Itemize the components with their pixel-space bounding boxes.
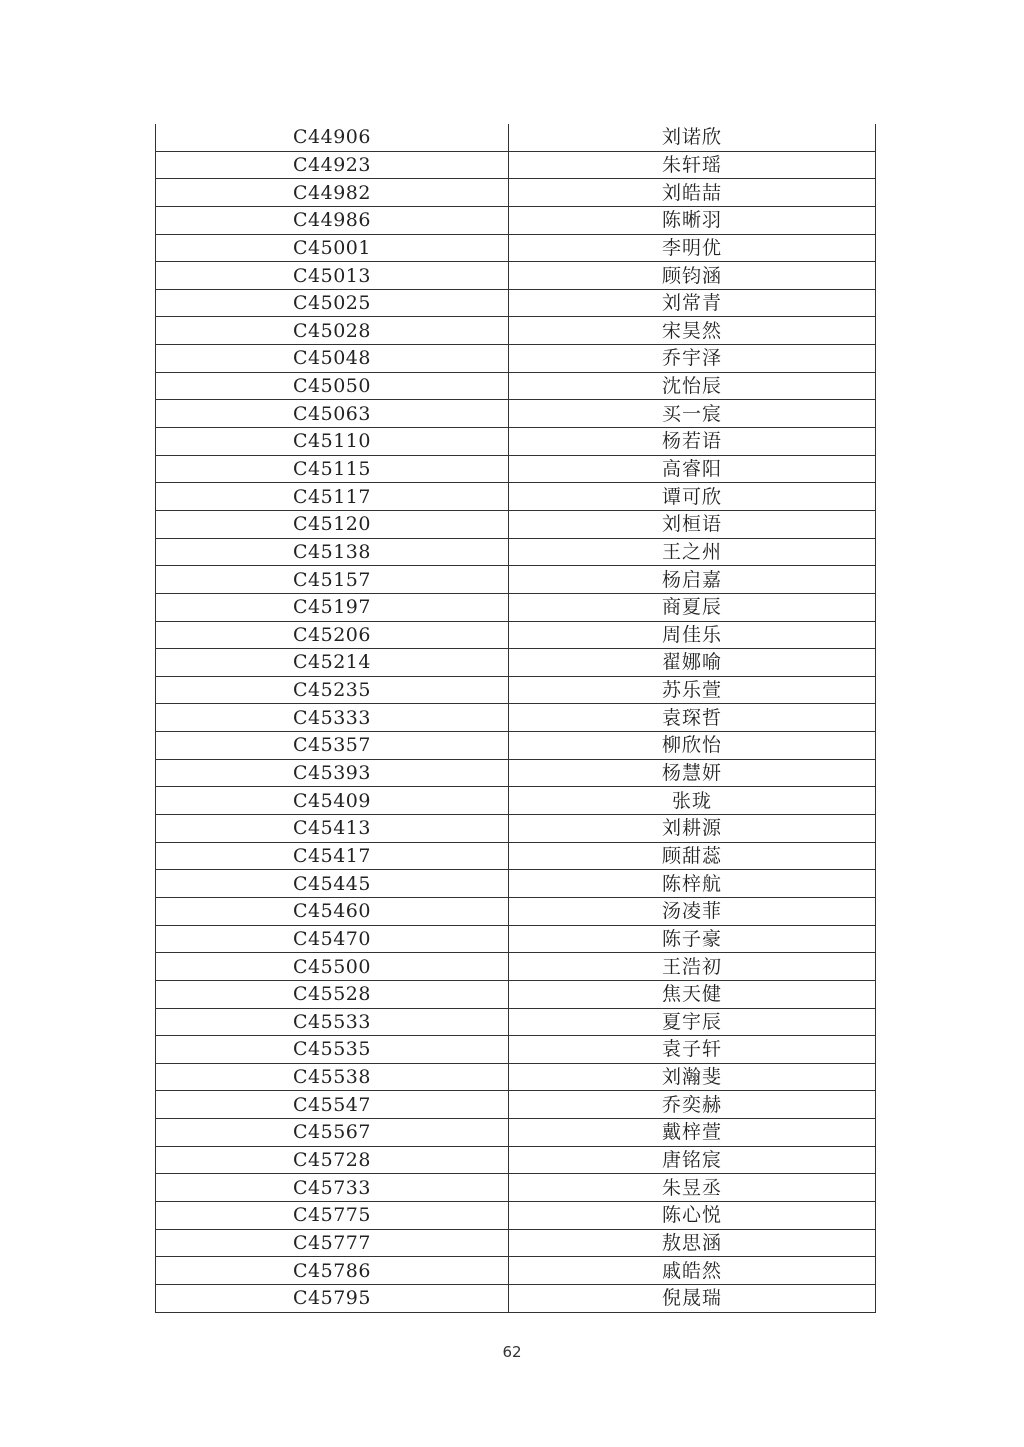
table-row <box>156 345 876 373</box>
student-name-cell: 倪晟瑞 <box>509 1284 876 1312</box>
registration-id-cell: C45050 <box>156 372 509 400</box>
table-row <box>156 234 876 262</box>
registration-id-cell: C45445 <box>156 870 509 898</box>
registration-id-cell: C45115 <box>156 455 509 483</box>
table-row <box>156 372 876 400</box>
student-name-cell: 杨若语 <box>509 428 876 456</box>
student-name-cell: 戴梓萱 <box>509 1119 876 1147</box>
student-name-cell: 夏宇辰 <box>509 1008 876 1036</box>
table-row <box>156 732 876 760</box>
registration-id-cell: C45470 <box>156 925 509 953</box>
student-name-cell: 陈子豪 <box>509 925 876 953</box>
student-name-cell: 顾钧涵 <box>509 262 876 290</box>
table-row <box>156 842 876 870</box>
registration-id-cell: C45533 <box>156 1008 509 1036</box>
student-name-cell: 唐铭宸 <box>509 1146 876 1174</box>
student-name-cell: 王浩初 <box>509 953 876 981</box>
student-name-cell: 乔奕赫 <box>509 1091 876 1119</box>
registration-id-cell: C45357 <box>156 732 509 760</box>
student-name-cell: 刘皓喆 <box>509 179 876 207</box>
registration-id-cell: C45460 <box>156 897 509 925</box>
student-name-cell: 袁子轩 <box>509 1036 876 1064</box>
student-name-cell: 顾甜蕊 <box>509 842 876 870</box>
registration-id-cell: C45733 <box>156 1174 509 1202</box>
roster-table <box>155 124 876 1313</box>
registration-id-cell: C45535 <box>156 1036 509 1064</box>
table-row <box>156 704 876 732</box>
student-name-cell: 刘诺欣 <box>509 124 876 151</box>
student-name-cell: 谭可欣 <box>509 483 876 511</box>
table-row <box>156 759 876 787</box>
student-name-cell: 陈梓航 <box>509 870 876 898</box>
table-row <box>156 151 876 179</box>
table-row <box>156 1119 876 1147</box>
table-row <box>156 262 876 290</box>
student-name-cell: 买一宸 <box>509 400 876 428</box>
table-row <box>156 206 876 234</box>
student-name-cell: 沈怡辰 <box>509 372 876 400</box>
registration-id-cell: C45206 <box>156 621 509 649</box>
table-row <box>156 897 876 925</box>
student-name-cell: 王之州 <box>509 538 876 566</box>
table-row <box>156 787 876 815</box>
student-name-cell: 杨慧妍 <box>509 759 876 787</box>
table-row <box>156 676 876 704</box>
registration-id-cell: C45777 <box>156 1229 509 1257</box>
registration-id-cell: C45214 <box>156 649 509 677</box>
student-name-cell: 朱轩瑶 <box>509 151 876 179</box>
registration-id-cell: C44986 <box>156 206 509 234</box>
registration-id-cell: C45500 <box>156 953 509 981</box>
registration-id-cell: C45063 <box>156 400 509 428</box>
table-row <box>156 455 876 483</box>
registration-id-cell: C45120 <box>156 510 509 538</box>
table-row <box>156 980 876 1008</box>
student-name-cell: 刘桓语 <box>509 510 876 538</box>
student-name-cell: 刘常青 <box>509 289 876 317</box>
student-name-cell: 柳欣怡 <box>509 732 876 760</box>
registration-id-cell: C45409 <box>156 787 509 815</box>
registration-id-cell: C45197 <box>156 593 509 621</box>
table-row <box>156 870 876 898</box>
table-row <box>156 1063 876 1091</box>
table-row <box>156 538 876 566</box>
registration-id-cell: C45013 <box>156 262 509 290</box>
student-name-cell: 翟娜喻 <box>509 649 876 677</box>
registration-id-cell: C45567 <box>156 1119 509 1147</box>
registration-id-cell: C45775 <box>156 1201 509 1229</box>
student-name-cell: 刘瀚斐 <box>509 1063 876 1091</box>
student-name-cell: 焦天健 <box>509 980 876 1008</box>
registration-id-cell: C45538 <box>156 1063 509 1091</box>
table-row <box>156 953 876 981</box>
student-name-cell: 高睿阳 <box>509 455 876 483</box>
table-row <box>156 1257 876 1285</box>
page-number: 62 <box>502 1343 522 1361</box>
registration-id-cell: C45001 <box>156 234 509 262</box>
student-name-cell: 朱昱丞 <box>509 1174 876 1202</box>
table-row <box>156 593 876 621</box>
table-row <box>156 815 876 843</box>
table-row <box>156 1284 876 1312</box>
roster-table-body <box>156 124 876 1312</box>
registration-id-cell: C45117 <box>156 483 509 511</box>
registration-id-cell: C45025 <box>156 289 509 317</box>
registration-id-cell: C45795 <box>156 1284 509 1312</box>
table-row <box>156 428 876 456</box>
registration-id-cell: C45110 <box>156 428 509 456</box>
registration-id-cell: C45728 <box>156 1146 509 1174</box>
table-row <box>156 124 876 151</box>
table-row <box>156 925 876 953</box>
student-name-cell: 杨启嘉 <box>509 566 876 594</box>
registration-id-cell: C45235 <box>156 676 509 704</box>
table-row <box>156 566 876 594</box>
student-name-cell: 戚皓然 <box>509 1257 876 1285</box>
registration-id-cell: C45048 <box>156 345 509 373</box>
student-name-cell: 李明优 <box>509 234 876 262</box>
registration-id-cell: C45157 <box>156 566 509 594</box>
registration-id-cell: C45786 <box>156 1257 509 1285</box>
student-name-cell: 陈心悦 <box>509 1201 876 1229</box>
student-name-cell: 苏乐萱 <box>509 676 876 704</box>
table-row <box>156 1146 876 1174</box>
registration-id-cell: C45393 <box>156 759 509 787</box>
table-row <box>156 1036 876 1064</box>
registration-id-cell: C45138 <box>156 538 509 566</box>
registration-id-cell: C45413 <box>156 815 509 843</box>
table-row <box>156 649 876 677</box>
table-row <box>156 483 876 511</box>
student-name-cell: 张珑 <box>509 787 876 815</box>
registration-id-cell: C45417 <box>156 842 509 870</box>
student-name-cell: 商夏辰 <box>509 593 876 621</box>
registration-id-cell: C45333 <box>156 704 509 732</box>
student-name-cell: 敖思涵 <box>509 1229 876 1257</box>
registration-id-cell: C44923 <box>156 151 509 179</box>
table-row <box>156 510 876 538</box>
student-name-cell: 汤凌菲 <box>509 897 876 925</box>
table-row <box>156 1229 876 1257</box>
table-row <box>156 400 876 428</box>
student-name-cell: 周佳乐 <box>509 621 876 649</box>
table-row <box>156 179 876 207</box>
registration-id-cell: C45028 <box>156 317 509 345</box>
registration-id-cell: C44982 <box>156 179 509 207</box>
table-row <box>156 1174 876 1202</box>
student-name-cell: 宋昊然 <box>509 317 876 345</box>
student-name-cell: 陈晰羽 <box>509 206 876 234</box>
table-row <box>156 1201 876 1229</box>
student-name-cell: 袁琛哲 <box>509 704 876 732</box>
student-name-cell: 乔宇泽 <box>509 345 876 373</box>
table-row <box>156 289 876 317</box>
table-row <box>156 1091 876 1119</box>
registration-id-cell: C45547 <box>156 1091 509 1119</box>
registration-id-cell: C44906 <box>156 124 509 151</box>
table-row <box>156 1008 876 1036</box>
registration-id-cell: C45528 <box>156 980 509 1008</box>
student-name-cell: 刘耕源 <box>509 815 876 843</box>
table-row <box>156 621 876 649</box>
table-row <box>156 317 876 345</box>
